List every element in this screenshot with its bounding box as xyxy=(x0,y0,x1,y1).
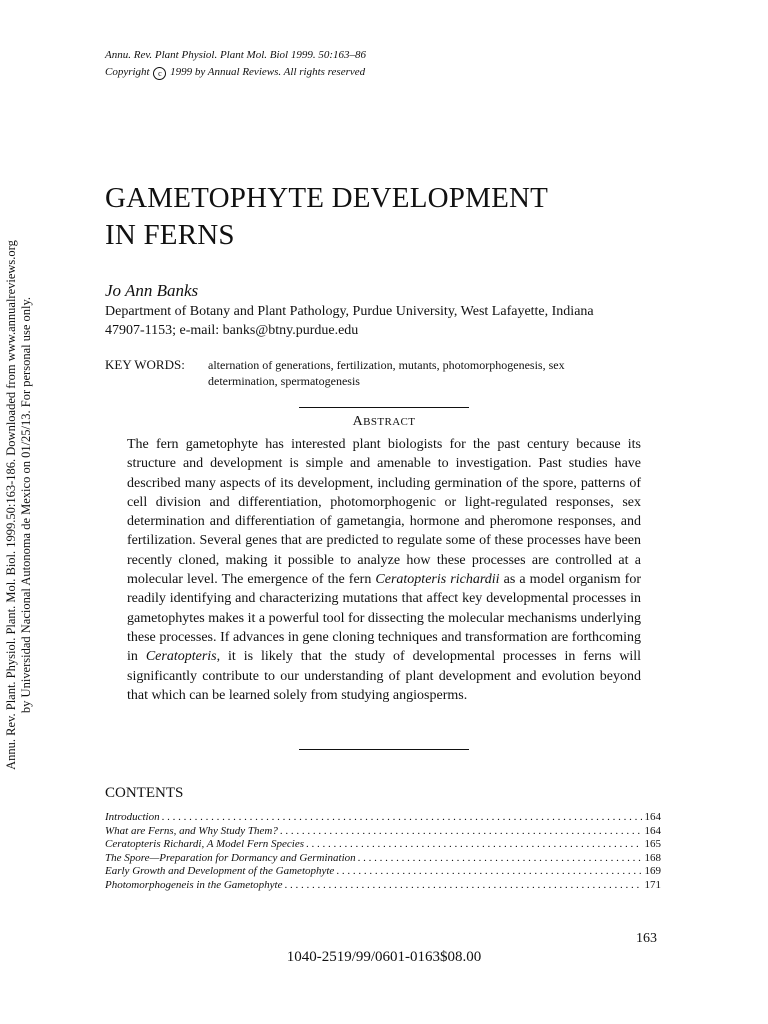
toc-entry-page: 171 xyxy=(644,878,661,891)
affiliation-line-1: Department of Botany and Plant Pathology, Purdue University, West Lafayette, Indiana xyxy=(105,304,594,319)
affiliation-line-2: 47907-1153; e-mail: banks@btny.purdue.edu xyxy=(105,323,359,338)
title-line-2: IN FERNS xyxy=(105,219,235,251)
author-affiliation xyxy=(105,302,665,340)
download-notice-line-2: by Universidad Nacional Autonoma de Mexico on 01/25/13. For personal use only. xyxy=(19,296,33,714)
abstract-top-rule xyxy=(299,407,469,408)
download-notice xyxy=(4,205,34,805)
toc-entry-title: Photomorphogeneis in the Gametophyte xyxy=(105,878,283,891)
author-name: Jo Ann Banks xyxy=(105,281,199,300)
toc-entry[interactable] xyxy=(105,879,661,893)
toc-dot-leader xyxy=(280,825,642,839)
toc-entry-page: 165 xyxy=(644,838,661,851)
toc-entry-title: Ceratopteris Richardi, A Model Fern Species xyxy=(105,838,304,851)
toc-dot-leader xyxy=(358,852,642,866)
abstract-heading-initial: A xyxy=(352,414,364,429)
article-title xyxy=(105,180,548,254)
table-of-contents xyxy=(105,811,661,893)
journal-citation: Annu. Rev. Plant Physiol. Plant Mol. Biol 1999. 50:163–86 xyxy=(105,49,367,61)
abstract-heading xyxy=(0,414,768,430)
toc-entry[interactable] xyxy=(105,838,661,852)
running-head xyxy=(105,47,366,81)
toc-dot-leader xyxy=(336,865,641,879)
page-number: 163 xyxy=(636,931,657,946)
toc-entry-title: What are Ferns, and Why Study Them? xyxy=(105,824,278,837)
abstract-heading-rest: BSTRACT xyxy=(363,416,416,428)
keywords-block xyxy=(105,357,665,389)
copyright-prefix: Copyright xyxy=(105,66,150,78)
issn-price-line: 1040-2519/99/0601-0163$08.00 xyxy=(286,949,482,965)
title-line-1: GAMETOPHYTE DEVELOPMENT xyxy=(105,182,549,214)
toc-entry-title: Early Growth and Development of the Gametophyte xyxy=(105,865,335,878)
keywords-line-2: determination, spermatogenesis xyxy=(208,374,360,388)
abstract-part-3: , it is likely that the study of developmental processes in ferns will significantly contribute to our understanding of plant development and evolution beyond that which can be learned solely from studying angiosperms. xyxy=(127,649,642,703)
toc-entry[interactable] xyxy=(105,825,661,839)
copyright-line xyxy=(105,64,366,81)
keywords-label: KEY WORDS: xyxy=(105,357,185,372)
download-notice-line-1: Annu. Rev. Plant. Physiol. Plant. Mol. Biol. 1999.50:163-186. Downloaded from www.annualreviews.org xyxy=(4,240,18,770)
abstract-part-1: The fern gametophyte has interested plant biologists for the past century because its structure and development is simple and amenable to investigation. Past studies have described many aspects of its development, including germination of the spore, patterns of cell division and differentiation, photomorphogenic or light-regulated responses, sex determination and differentiation of gametangia, hormone and pheromone responses, and fertilization. Several genes that are predicted to regulate some of these processes have been recently cloned, making it possible to analyze how these processes are controlled at a molecular level. The emergence of the fern xyxy=(127,437,641,588)
abstract-text xyxy=(127,435,641,705)
toc-entry[interactable] xyxy=(105,865,661,879)
toc-entry-title: Introduction xyxy=(105,811,160,823)
toc-entry[interactable] xyxy=(105,811,661,825)
toc-entry-title: The Spore—Preparation for Dormancy and Germination xyxy=(105,851,356,864)
toc-entry[interactable] xyxy=(105,852,661,866)
toc-entry-page: 164 xyxy=(644,811,661,823)
toc-dot-leader xyxy=(162,811,642,825)
abstract-species-1: Ceratopteris richardii xyxy=(375,572,500,588)
toc-dot-leader xyxy=(285,879,642,893)
keywords-line-1: alternation of generations, fertilization, mutants, photomorphogenesis, sex xyxy=(208,358,565,372)
copyright-suffix: 1999 by Annual Reviews. All rights reserved xyxy=(170,66,366,78)
toc-dot-leader xyxy=(306,838,642,852)
abstract-part-2: as a model organism for readily identifying and characterizing mutations that affect key developmental processes in gametophytes makes it a powerful tool for dissecting the molecular mechanisms underlying these processes. If advances in gene cloning techniques and transformation are forthcoming in xyxy=(127,572,641,665)
toc-entry-page: 164 xyxy=(644,824,661,837)
abstract-species-2: Ceratopteris xyxy=(145,649,217,665)
copyright-icon: c xyxy=(153,67,166,80)
abstract-bottom-rule xyxy=(299,749,469,750)
toc-entry-page: 168 xyxy=(644,851,661,864)
contents-heading: CONTENTS xyxy=(105,785,184,801)
toc-entry-page: 169 xyxy=(644,865,661,878)
